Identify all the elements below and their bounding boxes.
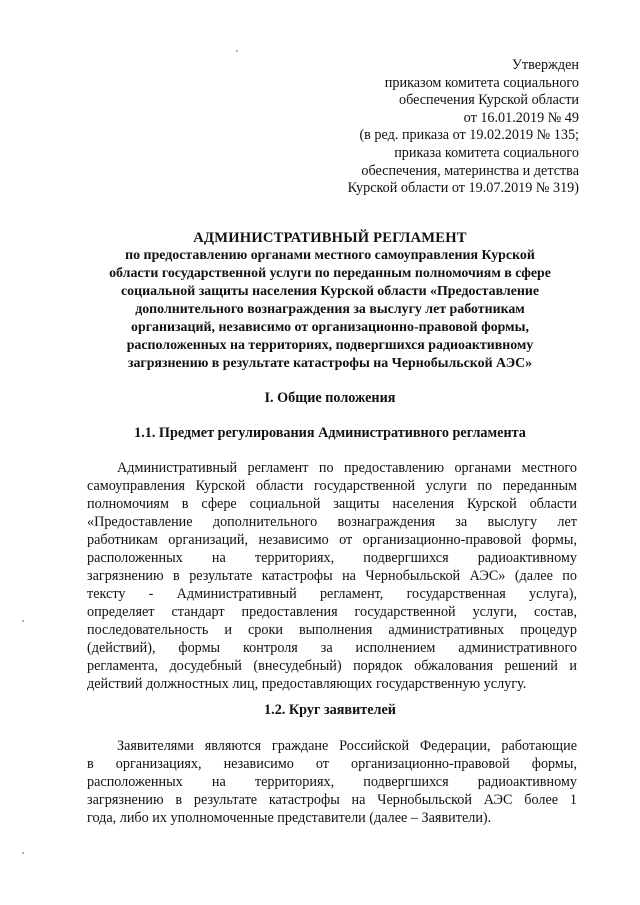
subtitle-line: по предоставлению органами местного самоуправления Курской: [125, 248, 535, 263]
subtitle-line: области государственной услуги по переданным полномочиям в сфере: [109, 266, 551, 281]
paragraph-line: регламента, досудебный (внесудебный) порядок обжалования решений и: [87, 658, 577, 674]
paragraph-subject: [87, 459, 577, 693]
subsection-heading: 1.1. Предмет регулирования Административного регламента: [134, 425, 526, 441]
approval-line: (в ред. приказа от 19.02.2019 № 135;: [359, 127, 579, 144]
main-title: АДМИНИСТРАТИВНЫЙ РЕГЛАМЕНТ: [193, 230, 467, 246]
section-heading: I. Общие положения: [264, 390, 396, 406]
subtitle-line: организаций, независимо от организационно-правовой формы,: [131, 320, 529, 335]
scan-speck: [236, 50, 238, 52]
paragraph-line: года, либо их уполномоченные представители (далее – Заявители).: [87, 810, 492, 826]
approval-line: обеспечения Курской области: [398, 92, 579, 109]
paragraph-line: загрязнению в результате катастрофы на Чернобыльской АЭС» (далее по: [87, 568, 577, 584]
paragraph-line: (действий), формы контроля за исполнением административного: [87, 640, 577, 656]
approval-line: приказом комитета социального: [384, 74, 579, 91]
document-title: [60, 229, 600, 373]
approval-line: от 16.01.2019 № 49: [463, 109, 579, 126]
paragraph-line: загрязнению в результате катастрофы на Чернобыльской АЭС более 1: [87, 792, 577, 808]
paragraph-applicants: [87, 737, 577, 827]
approval-line: Курской области от 19.07.2019 № 319): [347, 180, 579, 197]
subtitle-line: расположенных на территориях, подвергшихся радиоактивному: [126, 338, 534, 353]
approval-line: Утвержден: [511, 57, 579, 73]
approval-stamp: [348, 57, 579, 198]
subtitle-line: дополнительного вознаграждения за выслугу лет работникам: [135, 302, 525, 317]
paragraph-line: самоуправления Курской области государственной услуги по переданным: [87, 478, 577, 494]
paragraph-line: в организациях, независимо от организационно-правовой формы,: [87, 756, 577, 772]
paragraph-line: действий должностных лиц, предоставляющих государственную услугу.: [87, 676, 527, 692]
paragraph-line: полномочиям в сфере социальной защиты населения Курской области: [87, 496, 577, 512]
paragraph-line: расположенных на территориях, подвергшихся радиоактивному: [87, 550, 577, 566]
subsection-heading: 1.2. Круг заявителей: [264, 702, 396, 718]
paragraph-line: расположенных на территориях, подвергшихся радиоактивному: [87, 774, 577, 790]
paragraph-line: последовательность и сроки выполнения административных процедур: [87, 622, 577, 638]
paragraph-line: тексту - Административный регламент, государственная услуга),: [87, 586, 577, 602]
approval-line: обеспечения, материнства и детства: [361, 162, 579, 179]
subtitle-line: социальной защиты населения Курской области «Предоставление: [120, 284, 540, 299]
paragraph-line: Административный регламент по предоставлению органами местного: [117, 460, 577, 476]
paragraph-line: Заявителями являются граждане Российской Федерации, работающие: [117, 738, 577, 754]
paragraph-line: определяет стандарт предоставления государственной услуги, состав,: [87, 604, 577, 620]
scan-speck: [22, 852, 24, 854]
scan-speck: [22, 620, 24, 622]
approval-line: приказа комитета социального: [394, 144, 579, 161]
paragraph-line: «Предоставление дополнительного вознаграждения за выслугу лет: [87, 514, 577, 530]
paragraph-line: работникам организаций, независимо от организационно-правовой формы,: [87, 532, 577, 548]
subtitle-line: загрязнению в результате катастрофы на Чернобыльской АЭС»: [127, 356, 533, 371]
